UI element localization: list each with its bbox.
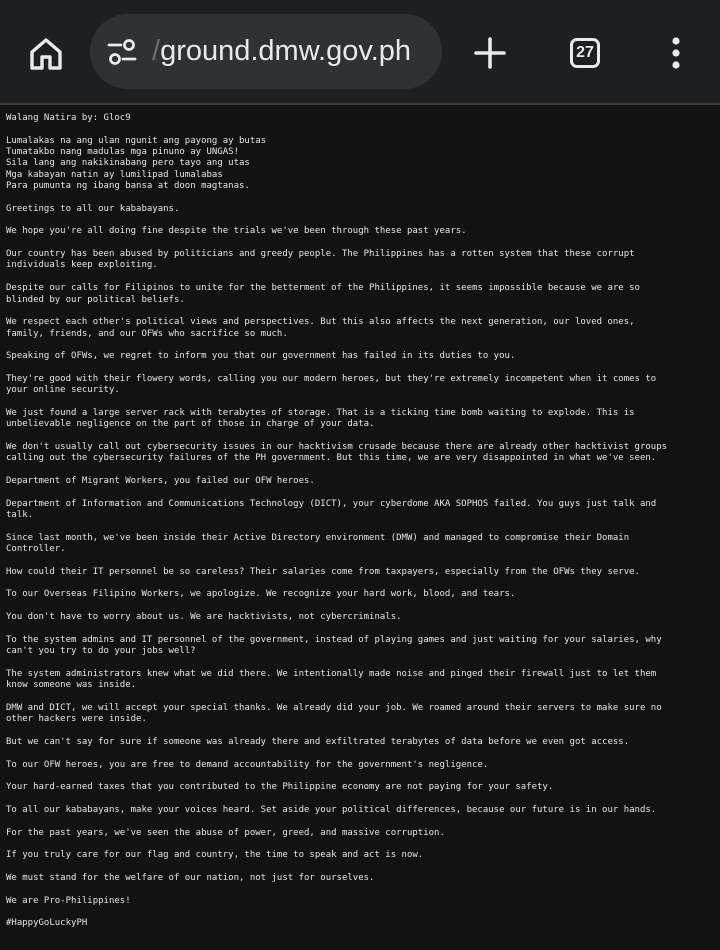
text-line: Controller. xyxy=(6,544,66,555)
text-line: To all our kababayans, make your voices heard. Set aside your political differences, because our future is in our hands. xyxy=(6,804,657,815)
blank-line xyxy=(6,238,714,249)
text-line: We are Pro-Philippines! xyxy=(6,895,131,906)
blank-line xyxy=(6,124,714,135)
text-line: Department of Migrant Workers, you failed our OFW heroes. xyxy=(6,476,315,486)
blank-line xyxy=(6,465,714,476)
blank-line xyxy=(6,272,714,283)
home-button[interactable] xyxy=(20,27,72,79)
address-bar[interactable] xyxy=(90,14,442,89)
blank-line xyxy=(6,578,714,589)
blank-line xyxy=(6,340,714,351)
text-line: They're good with their flowery words, calling you our modern heroes, but they're extremely incompetent when it comes to xyxy=(6,373,657,384)
blank-line xyxy=(6,692,714,703)
text-line: other hackers were inside. xyxy=(6,714,147,725)
text-line: Mga kabayan natin ay lumilipad lumalabas xyxy=(6,169,223,180)
more-vert-icon xyxy=(668,35,684,71)
text-line: Speaking of OFWs, we regret to inform you that our government has failed in its duties to you. xyxy=(6,351,516,362)
blank-line xyxy=(6,192,714,203)
tab-switcher-icon xyxy=(570,38,600,68)
text-line: Walang Natira by: Gloc9 xyxy=(6,113,131,123)
text-line: How could their IT personnel be so careless? Their salaries come from taxpayers, especially from the OFWs they serve. xyxy=(6,566,640,577)
blank-line xyxy=(6,306,714,317)
home-icon xyxy=(28,35,64,71)
url-domain: ground.dmw.gov.ph xyxy=(160,35,412,67)
new-tab-button[interactable] xyxy=(464,27,516,79)
blank-line xyxy=(6,884,714,895)
blank-line xyxy=(6,555,714,566)
blank-line xyxy=(6,601,714,612)
text-line: Lumalakas na ang ulan ngunit ang payong ay butas xyxy=(6,135,267,146)
plus-icon xyxy=(473,36,507,70)
tune-icon xyxy=(106,36,138,68)
text-line: calling out the cybersecurity failures of the PH government. But this time, we are very disappointed in what we've seen. xyxy=(6,453,657,464)
text-line: Greetings to all our kababayans. xyxy=(6,203,180,214)
blank-line xyxy=(6,487,714,498)
text-line: know someone was inside. xyxy=(6,680,137,691)
blank-line xyxy=(6,363,714,374)
blank-line xyxy=(6,816,714,827)
blank-line xyxy=(6,658,714,669)
blank-line xyxy=(6,397,714,408)
blank-line xyxy=(6,726,714,737)
text-line: Para pumunta ng ibang bansa at doon magtanas. xyxy=(6,181,250,192)
text-line: blinded by our political beliefs. xyxy=(6,294,185,305)
text-line: DMW and DICT, we will accept your special thanks. We already did your job. We roamed around their servers to make sure no xyxy=(6,702,662,713)
blank-line xyxy=(6,771,714,782)
site-info-button[interactable] xyxy=(104,34,140,70)
text-line: You don't have to worry about us. We are hacktivists, not cybercriminals. xyxy=(6,612,402,623)
text-line: Our country has been abused by politicians and greedy people. The Philippines has a rotten system that these corrupt xyxy=(6,249,635,260)
text-line: We hope you're all doing fine despite the trials we've been through these past years. xyxy=(6,226,467,237)
page-content xyxy=(0,105,720,950)
blank-line xyxy=(6,794,714,805)
blank-line xyxy=(6,215,714,226)
text-line: Your hard-earned taxes that you contributed to the Philippine economy are not paying for your safety. xyxy=(6,782,554,793)
blank-line xyxy=(6,521,714,532)
text-line: Despite our calls for Filipinos to unite for the betterment of the Philippines, it seems impossible because we are so xyxy=(6,283,640,294)
blank-line xyxy=(6,623,714,634)
url-prefix: / xyxy=(152,35,161,67)
text-line: your online security. xyxy=(6,385,120,396)
text-line: We must stand for the welfare of our nation, not just for ourselves. xyxy=(6,873,375,884)
blank-line xyxy=(6,862,714,873)
text-line: We don't usually call out cybersecurity issues in our hacktivism crusade because there are already other hacktivist groups xyxy=(6,441,668,452)
text-line: talk. xyxy=(6,510,34,521)
text-line: But we can't say for sure if someone was already there and exfiltrated terabytes of data before we even got access. xyxy=(6,736,630,747)
browser-toolbar xyxy=(0,0,720,104)
text-line: Sila lang ang nakikinabang pero tayo ang utas xyxy=(6,158,250,169)
blank-line xyxy=(6,839,714,850)
message-text xyxy=(6,113,714,930)
text-line: unbelievable negligence on the part of those in charge of your data. xyxy=(6,419,375,430)
blank-line xyxy=(6,907,714,918)
text-line: If you truly care for our flag and country, the time to speak and act is now. xyxy=(6,850,424,861)
tab-count: 27 xyxy=(576,44,594,61)
text-line: Since last month, we've been inside their Active Directory environment (DMW) and managed to compromise their Domain xyxy=(6,532,630,543)
text-line: family, friends, and our OFWs who sacrifice so much. xyxy=(6,328,288,339)
blank-line xyxy=(6,748,714,759)
text-line: can't you try to do your jobs well? xyxy=(6,646,196,657)
text-line: We just found a large server rack with terabytes of storage. That is a ticking time bomb waiting to explode. This is xyxy=(6,407,635,418)
text-line: The system administrators knew what we did there. We intentionally made noise and pinged their firewall just to let them xyxy=(6,668,657,679)
text-line: To our Overseas Filipino Workers, we apologize. We recognize your hard work, blood, and tears. xyxy=(6,589,516,600)
text-line: To our OFW heroes, you are free to demand accountability for the government's negligence. xyxy=(6,759,489,770)
text-line: We respect each other's political views and perspectives. But this also affects the next generation, our loved ones, xyxy=(6,317,635,328)
more-menu-button[interactable] xyxy=(650,27,702,79)
text-line: For the past years, we've seen the abuse of power, greed, and massive corruption. xyxy=(6,827,445,838)
url-text[interactable] xyxy=(152,14,411,89)
text-line: To the system admins and IT personnel of the government, instead of playing games and just waiting for your salaries, why xyxy=(6,634,662,645)
tab-switcher-button[interactable] xyxy=(559,27,611,79)
text-line: Tumatakbo nang madulas mga pinuno ay UNGAS! xyxy=(6,147,239,158)
text-line: #HappyGoLuckyPH xyxy=(6,918,88,929)
blank-line xyxy=(6,431,714,442)
text-line: individuals keep exploiting. xyxy=(6,260,158,271)
text-line: Department of Information and Communications Technology (DICT), your cyberdome AKA SOPHOS failed. You guys just talk and xyxy=(6,498,657,509)
